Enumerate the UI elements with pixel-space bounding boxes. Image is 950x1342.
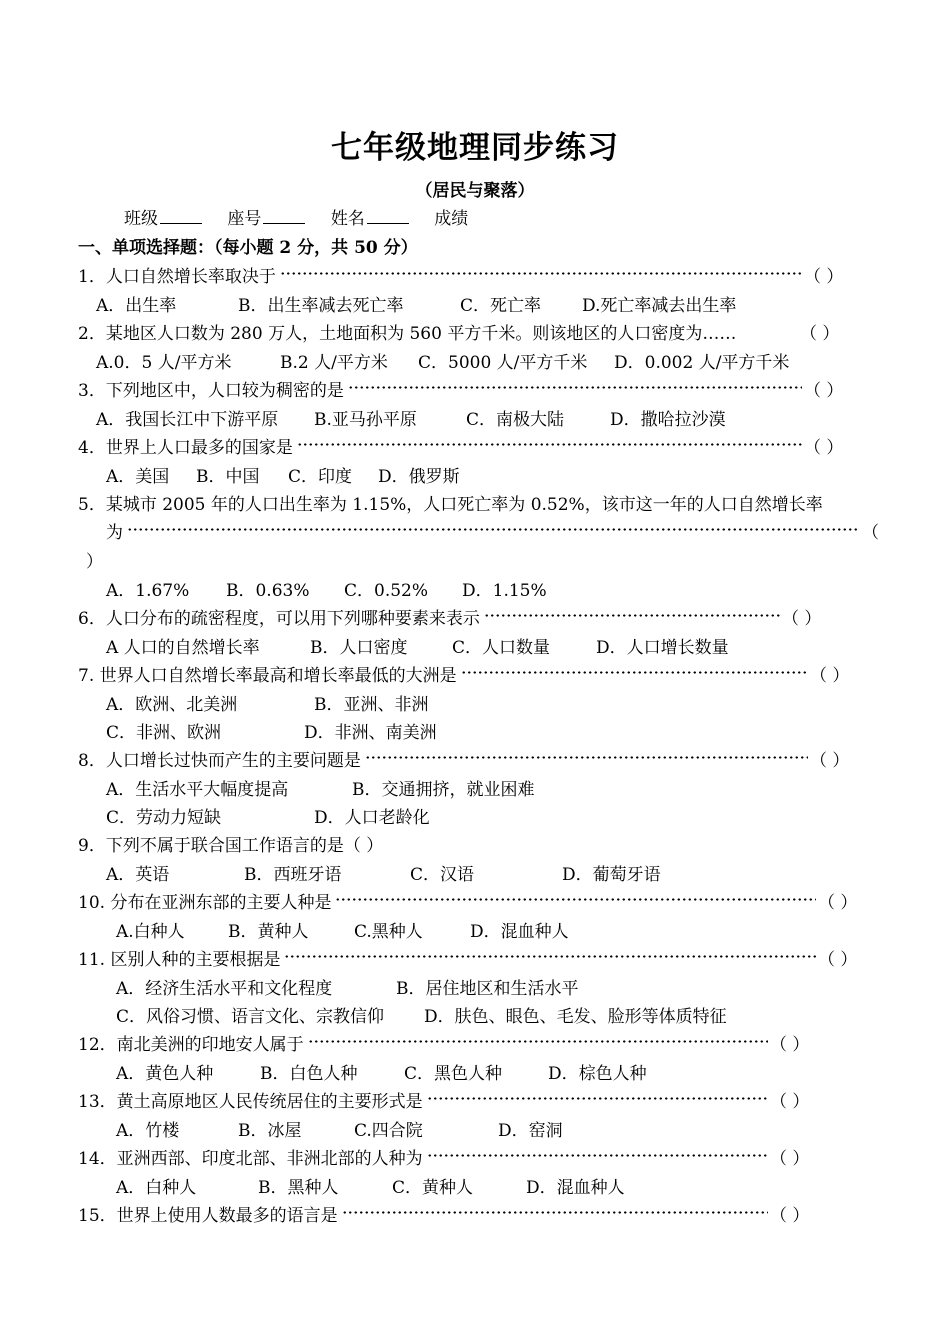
leader-dots bbox=[297, 443, 802, 446]
answer-bracket[interactable]: （ ） bbox=[770, 1206, 810, 1226]
options-5 bbox=[106, 576, 547, 601]
answer-bracket[interactable]: （ ） bbox=[804, 267, 844, 287]
name-blank[interactable] bbox=[367, 209, 409, 224]
option-d[interactable]: D．棕色人种 bbox=[548, 1064, 647, 1084]
question-13 bbox=[78, 1087, 878, 1112]
question-8 bbox=[78, 746, 878, 771]
option-a[interactable]: A.白种人 bbox=[116, 922, 185, 942]
option-c[interactable]: C.四合院 bbox=[354, 1121, 423, 1141]
question-7 bbox=[78, 661, 878, 686]
answer-bracket[interactable]: （ ） bbox=[770, 1149, 810, 1169]
option-d[interactable]: D．混血种人 bbox=[470, 922, 569, 942]
option-b[interactable]: B．出生率减去死亡率 bbox=[238, 296, 404, 316]
question-text: 7. 世界人口自然增长率最高和增长率最低的大洲是 bbox=[78, 666, 457, 686]
option-d[interactable]: D.死亡率减去出生率 bbox=[582, 296, 737, 316]
field-seat: 座号 bbox=[227, 204, 305, 229]
question-text: 3．下列地区中，人口较为稠密的是 bbox=[78, 381, 344, 401]
answer-bracket[interactable]: （ ） bbox=[770, 1092, 810, 1112]
option-d[interactable]: D．窑洞 bbox=[498, 1121, 563, 1141]
option-d[interactable]: D．非洲、南美洲 bbox=[304, 723, 437, 743]
question-12 bbox=[78, 1030, 878, 1055]
option-a[interactable]: A．欧洲、北美洲 bbox=[106, 695, 238, 715]
option-d[interactable]: D．人口增长数量 bbox=[596, 638, 729, 658]
question-text: 9．下列不属于联合国工作语言的是（ ） bbox=[78, 836, 384, 856]
options-9 bbox=[106, 860, 661, 885]
option-c[interactable]: C．风俗习惯、语言文化、宗教信仰 bbox=[116, 1007, 385, 1027]
option-c[interactable]: C．黑色人种 bbox=[404, 1064, 503, 1084]
options-4 bbox=[106, 462, 460, 487]
question-9 bbox=[78, 831, 878, 856]
option-b[interactable]: B．中国 bbox=[196, 467, 260, 487]
option-a[interactable]: A．出生率 bbox=[96, 296, 177, 316]
question-3 bbox=[78, 376, 878, 401]
option-d[interactable]: D．肤色、眼色、毛发、脸形等体质特征 bbox=[424, 1007, 727, 1027]
leader-dots bbox=[427, 1097, 768, 1100]
page-subtitle: （居民与聚落） bbox=[415, 181, 535, 201]
leader-dots bbox=[348, 386, 802, 389]
answer-bracket[interactable]: （ ） bbox=[770, 1035, 810, 1055]
question-continuation: 为 bbox=[106, 523, 123, 543]
option-d[interactable]: D．人口老龄化 bbox=[314, 808, 430, 828]
question-text: 6．人口分布的疏密程度，可以用下列哪种要素来表示 bbox=[78, 609, 480, 629]
leader-dots bbox=[284, 955, 816, 958]
option-d[interactable]: D．葡萄牙语 bbox=[562, 865, 661, 885]
question-5 bbox=[78, 490, 878, 515]
option-a[interactable]: A.0．5 人/平方米 bbox=[96, 353, 232, 373]
page-title: 七年级地理同步练习 bbox=[331, 130, 619, 166]
question-14 bbox=[78, 1144, 878, 1169]
options-8-row1 bbox=[106, 775, 535, 800]
options-6 bbox=[106, 633, 729, 658]
options-12 bbox=[116, 1059, 647, 1084]
leader-dots bbox=[427, 1154, 768, 1157]
option-c[interactable]: C．黄种人 bbox=[392, 1178, 474, 1198]
leader-dots bbox=[127, 528, 860, 531]
options-14 bbox=[116, 1173, 625, 1198]
option-b[interactable]: B.2 人/平方米 bbox=[280, 353, 388, 373]
option-a[interactable]: A 人口的自然增长率 bbox=[106, 638, 260, 658]
option-b[interactable]: B．交通拥挤，就业困难 bbox=[352, 780, 535, 800]
question-5-bracket-close bbox=[78, 547, 878, 572]
option-c[interactable]: C．非洲、欧洲 bbox=[106, 723, 222, 743]
options-7-row2 bbox=[106, 718, 437, 743]
answer-bracket[interactable]: （ ） bbox=[782, 609, 822, 629]
options-11-row1 bbox=[116, 974, 579, 999]
field-score: 成绩 bbox=[434, 209, 469, 229]
option-b[interactable]: B．黑种人 bbox=[258, 1178, 339, 1198]
answer-bracket[interactable]: （ ） bbox=[810, 666, 850, 686]
answer-bracket[interactable]: （ ） bbox=[804, 438, 844, 458]
option-d[interactable]: D．0.002 人/平方千米 bbox=[614, 353, 790, 373]
answer-bracket[interactable]: （ ） bbox=[818, 950, 858, 970]
option-b[interactable]: B．0.63% bbox=[226, 581, 310, 601]
answer-bracket[interactable]: （ ） bbox=[804, 381, 844, 401]
leader-dots bbox=[280, 272, 802, 275]
option-a[interactable]: A．生活水平大幅度提高 bbox=[106, 780, 289, 800]
option-a[interactable]: A．我国长江中下游平原 bbox=[96, 410, 279, 430]
question-text: 4．世界上人口最多的国家是 bbox=[78, 438, 293, 458]
question-10 bbox=[78, 888, 878, 913]
question-text: 8．人口增长过快而产生的主要问题是 bbox=[78, 751, 361, 771]
leader-dots bbox=[484, 614, 780, 617]
option-d[interactable]: D．混血种人 bbox=[526, 1178, 625, 1198]
question-text: 2．某地区人口数为 280 万人，土地面积为 560 平方千米。则该地区的人口密度为…… bbox=[78, 324, 737, 344]
answer-bracket-close[interactable]: ） bbox=[86, 552, 103, 572]
option-c[interactable]: C．南极大陆 bbox=[466, 410, 565, 430]
options-1 bbox=[96, 291, 736, 316]
option-a[interactable]: A．竹楼 bbox=[116, 1121, 180, 1141]
question-4 bbox=[78, 433, 878, 458]
option-a[interactable]: A．白种人 bbox=[116, 1178, 197, 1198]
answer-bracket[interactable]: （ ） bbox=[818, 893, 858, 913]
option-d[interactable]: D．1.15% bbox=[462, 581, 547, 601]
question-15 bbox=[78, 1201, 878, 1226]
option-c[interactable]: C．汉语 bbox=[410, 865, 475, 885]
answer-bracket-open[interactable]: （ bbox=[862, 523, 879, 543]
question-6 bbox=[78, 604, 878, 629]
option-c[interactable]: C．人口数量 bbox=[452, 638, 551, 658]
option-c[interactable]: C．死亡率 bbox=[460, 296, 542, 316]
option-b[interactable]: B．黄种人 bbox=[228, 922, 309, 942]
leader-dots bbox=[365, 756, 808, 759]
field-class: 班级 bbox=[124, 204, 202, 229]
option-d[interactable]: D．撒哈拉沙漠 bbox=[610, 410, 726, 430]
option-c[interactable]: C．印度 bbox=[288, 467, 353, 487]
options-8-row2 bbox=[106, 803, 430, 828]
option-a[interactable]: A．美国 bbox=[106, 467, 170, 487]
option-b[interactable]: B.亚马孙平原 bbox=[314, 410, 417, 430]
option-a[interactable]: A．黄色人种 bbox=[116, 1064, 214, 1084]
class-blank[interactable] bbox=[160, 209, 202, 224]
question-text: 13．黄土高原地区人民传统居住的主要形式是 bbox=[78, 1092, 423, 1112]
leader-dots bbox=[308, 1040, 768, 1043]
options-7-row1 bbox=[106, 690, 429, 715]
seat-blank[interactable] bbox=[263, 209, 305, 224]
question-text: 5．某城市 2005 年的人口出生率为 1.15%，人口死亡率为 0.52%，该市这一年的人口自然增长率 bbox=[78, 495, 823, 515]
option-c[interactable]: C.黑种人 bbox=[354, 922, 423, 942]
option-d[interactable]: D．俄罗斯 bbox=[378, 467, 460, 487]
question-1 bbox=[78, 262, 878, 287]
options-3 bbox=[96, 405, 726, 430]
option-b[interactable]: B．亚洲、非洲 bbox=[314, 695, 429, 715]
option-b[interactable]: B．西班牙语 bbox=[244, 865, 342, 885]
option-a[interactable]: A．1.67% bbox=[106, 581, 190, 601]
options-13 bbox=[116, 1116, 563, 1141]
question-text: 15．世界上使用人数最多的语言是 bbox=[78, 1206, 338, 1226]
options-11-row2 bbox=[116, 1002, 727, 1027]
field-name: 姓名 bbox=[331, 204, 409, 229]
option-b[interactable]: B．人口密度 bbox=[310, 638, 408, 658]
answer-bracket[interactable]: （ ） bbox=[800, 324, 840, 344]
option-c[interactable]: C．劳动力短缺 bbox=[106, 808, 222, 828]
option-b[interactable]: B．居住地区和生活水平 bbox=[396, 979, 579, 999]
options-10 bbox=[116, 917, 569, 942]
question-text: 12．南北美洲的印地安人属于 bbox=[78, 1035, 304, 1055]
section-heading: 一、单项选择题：（每小题 2 分，共 50 分） bbox=[78, 238, 418, 258]
question-text: 1．人口自然增长率取决于 bbox=[78, 267, 276, 287]
option-b[interactable]: B．冰屋 bbox=[238, 1121, 302, 1141]
leader-dots bbox=[461, 671, 808, 674]
leader-dots bbox=[342, 1211, 768, 1214]
option-c[interactable]: C．5000 人/平方千米 bbox=[418, 353, 588, 373]
question-2 bbox=[78, 319, 878, 344]
question-5-continuation bbox=[78, 518, 879, 543]
question-text: 14．亚洲西部、印度北部、非洲北部的人种为 bbox=[78, 1149, 423, 1169]
leader-dots bbox=[335, 898, 816, 901]
student-info-fields bbox=[124, 204, 488, 229]
option-c[interactable]: C．0.52% bbox=[344, 581, 429, 601]
question-11 bbox=[78, 945, 878, 970]
option-a[interactable]: A．英语 bbox=[106, 865, 170, 885]
answer-bracket[interactable]: （ ） bbox=[810, 751, 850, 771]
option-a[interactable]: A．经济生活水平和文化程度 bbox=[116, 979, 333, 999]
question-text: 10. 分布在亚洲东部的主要人种是 bbox=[78, 893, 332, 913]
option-b[interactable]: B．白色人种 bbox=[260, 1064, 358, 1084]
options-2 bbox=[96, 348, 789, 373]
question-text: 11. 区别人种的主要根据是 bbox=[78, 950, 281, 970]
